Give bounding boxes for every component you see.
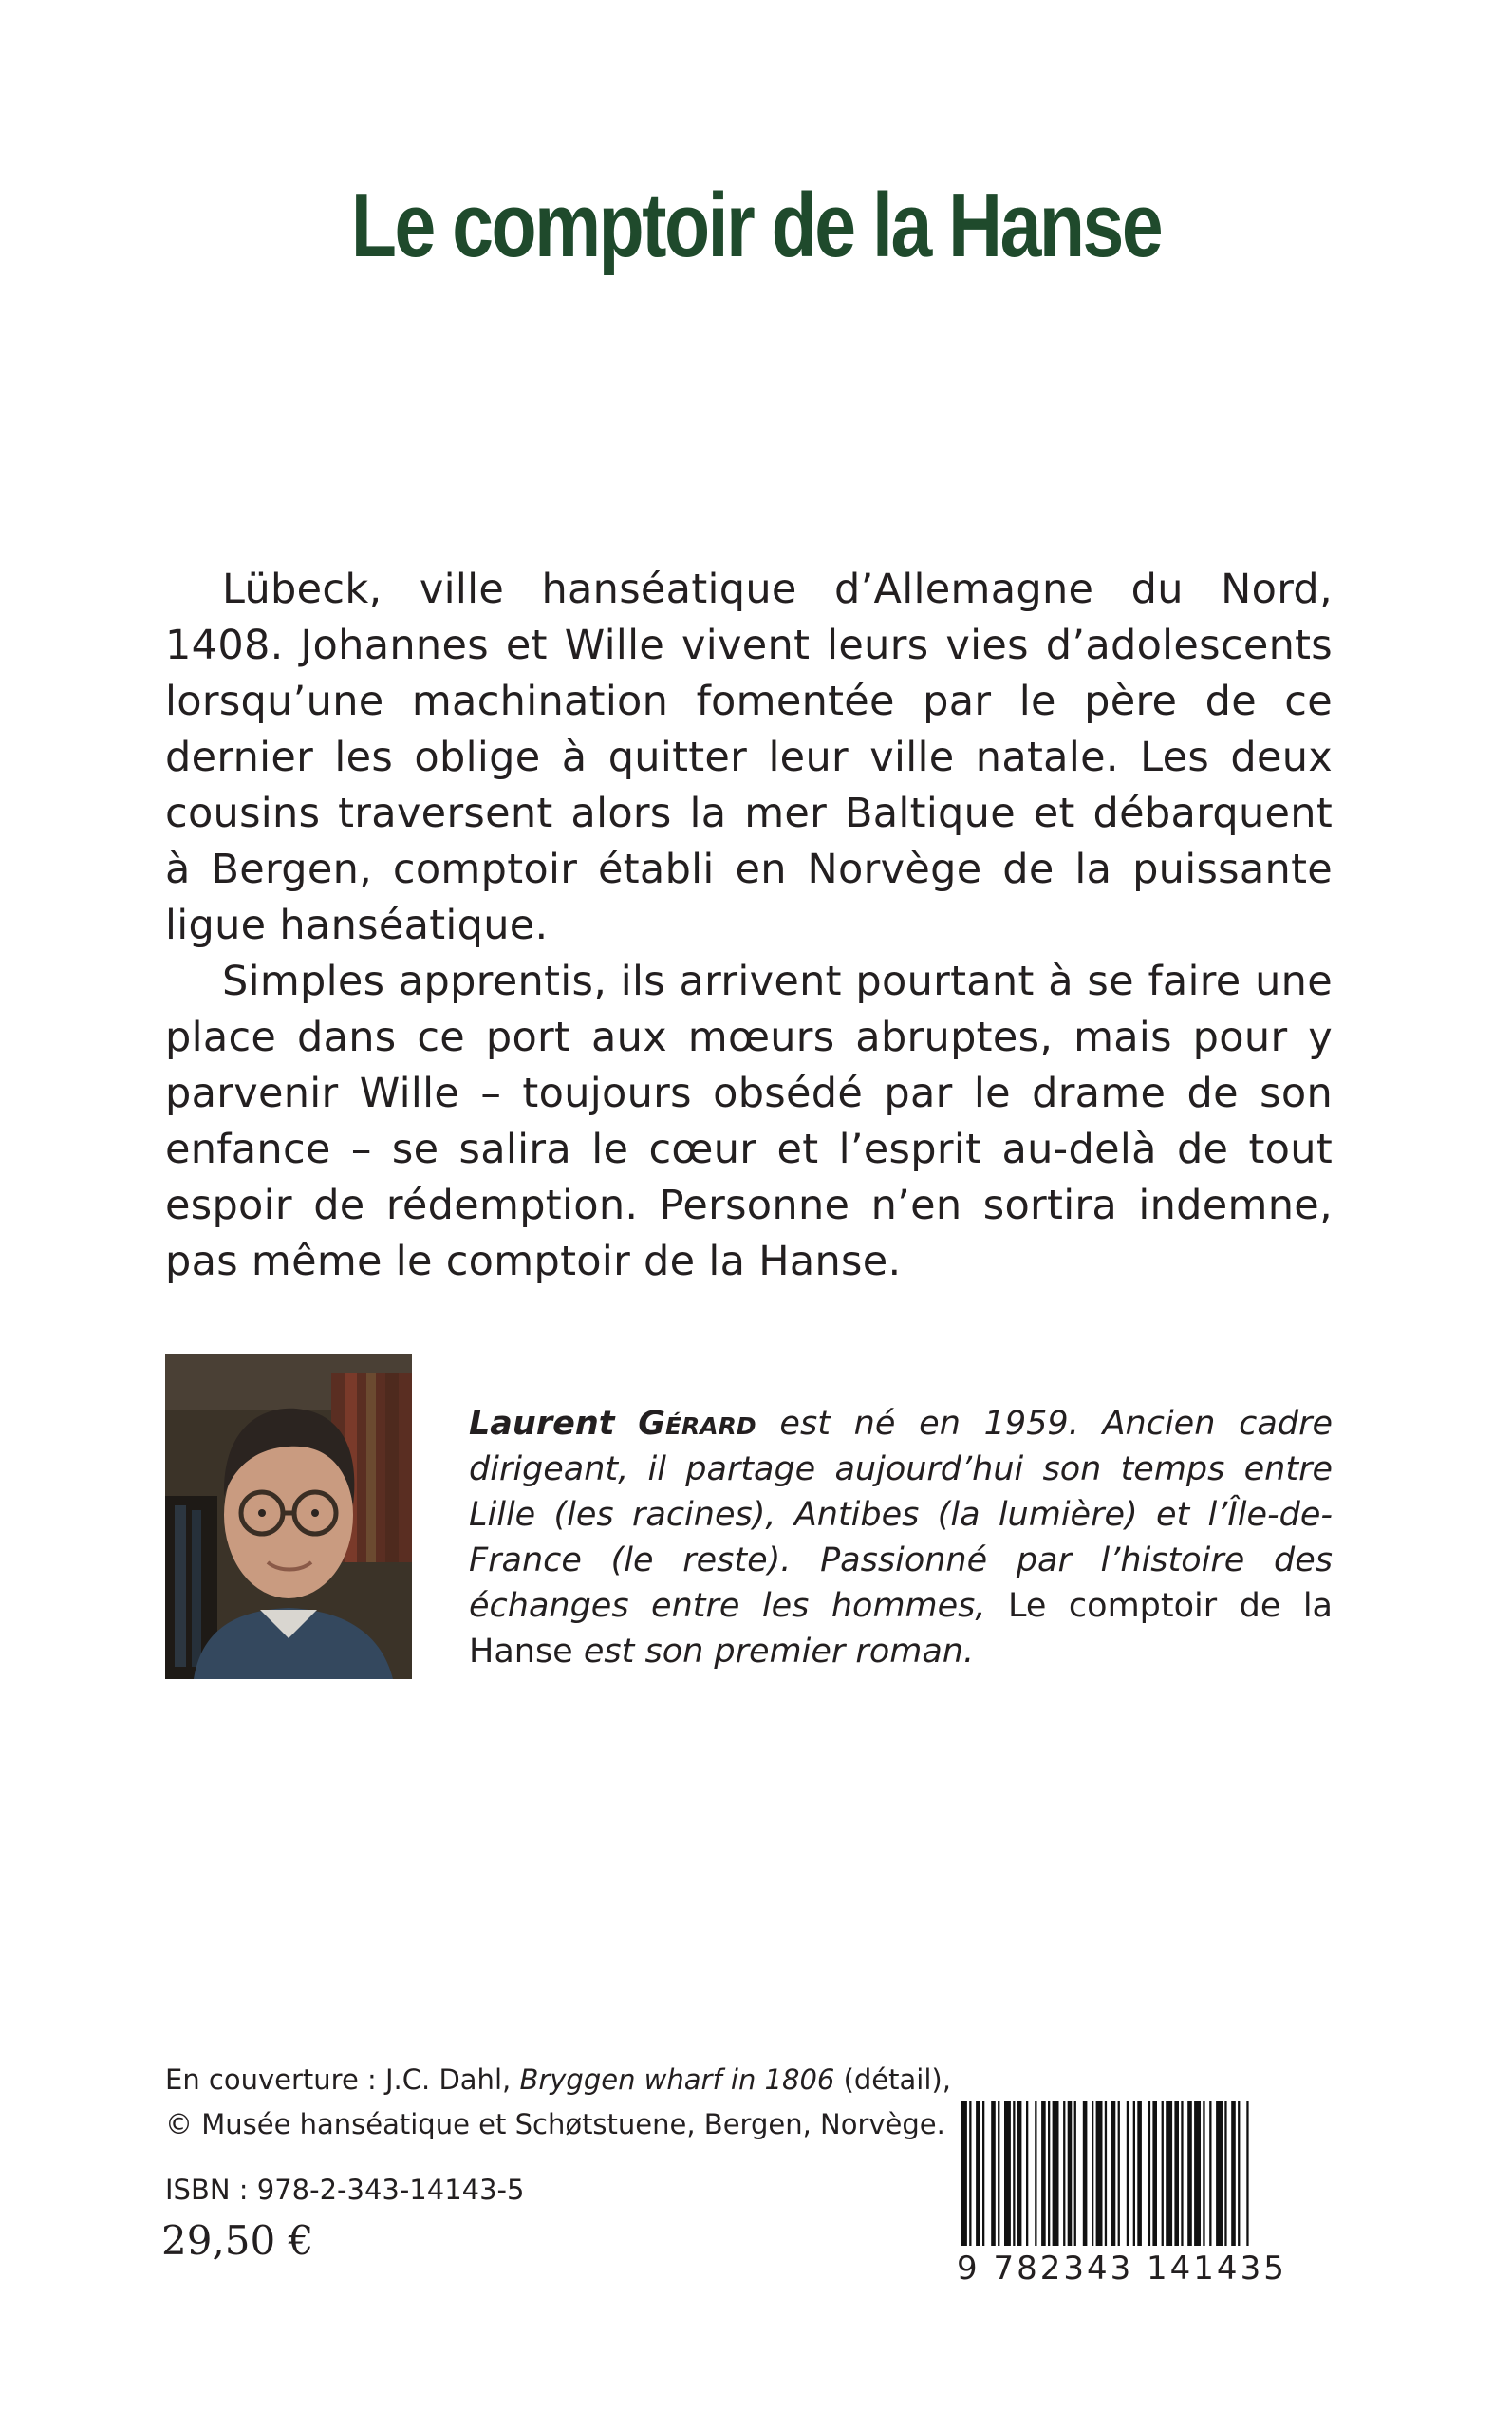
- credits-artwork-title: Bryggen wharf in 1806: [519, 2064, 835, 2096]
- barcode-bar: [1187, 2101, 1192, 2246]
- barcode-bar: [991, 2101, 996, 2246]
- barcode-bar: [1068, 2101, 1073, 2246]
- isbn: ISBN : 978-2-343-14143-5: [165, 2174, 525, 2206]
- barcode-bar: [1127, 2101, 1129, 2246]
- barcode-bar: [1035, 2101, 1036, 2246]
- barcode-bar: [1092, 2101, 1093, 2246]
- barcode-bar: [1152, 2101, 1157, 2246]
- barcode-bar: [1231, 2101, 1236, 2246]
- barcode-bar: [1053, 2101, 1059, 2246]
- barcode-bar: [1013, 2101, 1015, 2246]
- author-last-name: Gérard: [638, 1405, 756, 1443]
- barcode-bar: [1174, 2101, 1179, 2246]
- barcode-bar: [1048, 2101, 1050, 2246]
- barcode-bar: [1026, 2101, 1028, 2246]
- barcode-bar: [961, 2101, 967, 2246]
- barcode-digits: 9 782343 141435: [957, 2250, 1287, 2288]
- credits-copyright: © Musée hanséatique et Schøtstuene, Bergen, Norvège.: [165, 2108, 945, 2140]
- barcode-bar: [1166, 2101, 1172, 2246]
- back-cover-blurb: [165, 562, 1333, 1290]
- credits-suffix: (détail),: [834, 2064, 951, 2096]
- barcode-bar: [1017, 2101, 1022, 2246]
- barcode-bar: [1063, 2101, 1065, 2246]
- author-bio: [469, 1401, 1333, 1674]
- book-title: Le comptoir de la Hanse: [350, 175, 1162, 276]
- barcode-bar: [976, 2101, 980, 2246]
- barcode-bar: [982, 2101, 984, 2246]
- barcode-bar: [1105, 2101, 1107, 2246]
- author-first-name: Laurent: [469, 1405, 615, 1443]
- barcode-bar: [1203, 2101, 1204, 2246]
- barcode-bar: [1137, 2101, 1142, 2246]
- barcode-bar: [1111, 2101, 1116, 2246]
- barcode-bar: [969, 2101, 971, 2246]
- barcode-bar: [1096, 2101, 1103, 2246]
- price: 29,50 €: [161, 2217, 314, 2264]
- barcode-bar: [1004, 2101, 1011, 2246]
- blurb-paragraph-1: Lübeck, ville hanséatique d’Allemagne du Nord, 1408. Johannes et Wille vivent leurs vies d’adolescents lorsqu’une machination fomentée par le père de ce dernier les oblige à quitter leur ville natale. Les deux cousins traversent alors la mer Baltique et débarquent à Bergen, comptoir établi en Norvège de la puissante ligue hanséatique.: [165, 566, 1333, 949]
- barcode-bar: [998, 2101, 999, 2246]
- barcode-bar: [1238, 2101, 1240, 2246]
- author-bio-text: est né en 1959. Ancien cadre dirigeant, il partage aujourd’hui son temps entre Lille (les racines), Antibes (la lumière) et l’Île-de-France (le reste). Passionné par l’histoire des échanges entre les hommes,: [469, 1405, 1333, 1625]
- barcode-bar: [1133, 2101, 1135, 2246]
- barcode-bar: [1148, 2101, 1150, 2246]
- barcode-bar: [1246, 2101, 1248, 2246]
- barcode-bar: [1162, 2101, 1164, 2246]
- barcode-bar: [1209, 2101, 1211, 2246]
- blurb-paragraph-2: Simples apprentis, ils arrivent pourtant à se faire une place dans ce port aux mœurs abruptes, mais pour y parvenir Wille – toujours obsédé par le drame de son enfance – se salira le cœur et l’esprit au-delà de tout espoir de rédemption. Personne n’en sortira indemne, pas même le comptoir de la Hanse.: [165, 958, 1333, 1285]
- barcode-bar: [1224, 2101, 1226, 2246]
- author-photo: [165, 1354, 412, 1679]
- bio-book-title: Le comptoir de la Hanse: [469, 1587, 1334, 1671]
- barcode: [961, 2101, 1323, 2246]
- cover-credits: [165, 2058, 1019, 2147]
- barcode-bar: [1181, 2101, 1183, 2246]
- author-bio-ending: est son premier roman.: [572, 1633, 975, 1671]
- barcode-bar: [1194, 2101, 1201, 2246]
- barcode-bar: [1216, 2101, 1223, 2246]
- credits-prefix: En couverture : J.C. Dahl,: [165, 2064, 520, 2096]
- barcode-bar: [1118, 2101, 1120, 2246]
- barcode-bar: [1041, 2101, 1046, 2246]
- barcode-bar: [1074, 2101, 1076, 2246]
- barcode-bar: [1083, 2101, 1088, 2246]
